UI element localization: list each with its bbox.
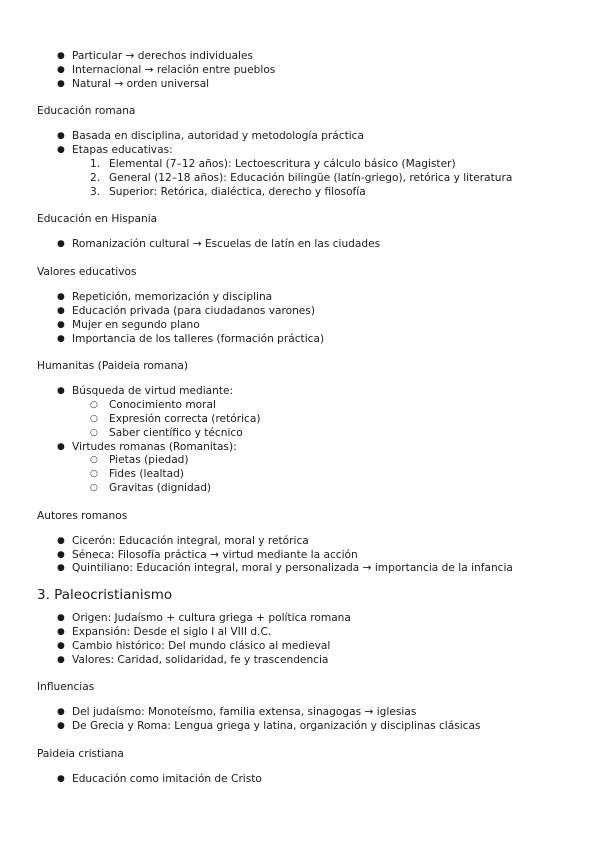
list-item: 1. Elemental (7–12 años): Lectoescritura y cálculo básico (Magister) <box>90 157 456 170</box>
bullet-icon: ● <box>57 613 65 624</box>
bullet-icon: ● <box>57 549 65 560</box>
bullet-icon: ● <box>57 441 65 452</box>
bullet-list <box>37 706 577 734</box>
circle-bullet-icon: ○ <box>90 427 98 438</box>
list-item: ● Cicerón: Educación integral, moral y retórica <box>57 534 309 547</box>
bullet-icon: ● <box>57 386 65 397</box>
list-item: ● Particular → derechos individuales <box>57 50 254 62</box>
bullet-icon: ● <box>57 305 65 316</box>
list-item: ● Importancia de los talleres (formación práctica) <box>57 332 325 345</box>
list-item: ● Cambio histórico: Del mundo clásico al medieval <box>57 639 331 652</box>
list-item: ● Mujer en segundo plano <box>57 318 200 331</box>
list-number: 3. <box>90 185 101 198</box>
list-item: ● Expansión: Desde el siglo I al VIII d.C. <box>57 625 272 638</box>
section-title: 3. Paleocristianismo <box>37 587 173 604</box>
section-heading: Autores romanos <box>37 509 128 522</box>
circle-bullet-icon: ○ <box>90 482 98 493</box>
list-item: ● Virtudes romanas (Romanitas): ○ Pietas (piedad) ○ Fides (lealtad) ○ Gravitas (dignidad) <box>37 441 577 496</box>
list-number: 1. <box>90 157 101 170</box>
bullet-icon: ● <box>57 131 65 142</box>
list-number: 2. <box>90 171 101 184</box>
list-item: ○ Fides (lealtad) <box>90 468 184 481</box>
circle-bullet-icon: ○ <box>90 400 98 411</box>
sub-bullet-list <box>37 399 577 440</box>
bullet-icon: ● <box>57 239 65 250</box>
list-item: ● Educación privada (para ciudadanos varones) <box>57 304 315 317</box>
bullet-icon: ● <box>57 654 65 665</box>
list-item: ● Basada en disciplina, autoridad y metodología práctica <box>57 130 364 143</box>
list-item: ● Educación como imitación de Cristo <box>57 772 262 785</box>
section-heading: Humanitas (Paideia romana) <box>37 360 188 373</box>
bullet-icon: ● <box>57 333 65 344</box>
list-item: ○ Conocimiento moral <box>90 399 216 412</box>
bullet-icon: ● <box>57 78 65 89</box>
list-item: ○ Pietas (piedad) <box>90 454 189 467</box>
circle-bullet-icon: ○ <box>90 455 98 466</box>
bullet-icon: ● <box>57 707 65 718</box>
section-heading: Educación en Hispania <box>37 213 158 226</box>
bullet-icon: ● <box>57 535 65 546</box>
list-item: 3. Superior: Retórica, dialéctica, derecho y filosofía <box>90 185 366 198</box>
list-item: ● De Grecia y Roma: Lengua griega y latina, organización y disciplinas clásicas <box>57 720 481 733</box>
bullet-list <box>37 50 577 91</box>
bullet-icon: ● <box>57 626 65 637</box>
list-item: ● Quintiliano: Educación integral, moral y personalizada → importancia de la infancia <box>57 562 513 575</box>
bullet-list <box>37 385 577 495</box>
section-heading: Educación romana <box>37 105 136 118</box>
list-item: ● Búsqueda de virtud mediante: ○ Conocimiento moral ○ Expresión correcta (retórica) ○ Saber científico y técnico <box>37 385 577 440</box>
document-content <box>37 50 577 787</box>
list-item: ○ Gravitas (dignidad) <box>90 481 212 494</box>
section-heading: Valores educativos <box>37 266 137 279</box>
bullet-list <box>37 612 577 667</box>
bullet-icon: ● <box>57 145 65 156</box>
bullet-icon: ● <box>57 51 65 61</box>
numbered-list <box>37 158 577 199</box>
list-item: ● Repetición, memorización y disciplina <box>57 291 273 304</box>
bullet-icon: ● <box>57 292 65 303</box>
list-item: ● Séneca: Filosofía práctica → virtud mediante la acción <box>57 548 358 561</box>
bullet-icon: ● <box>57 773 65 784</box>
list-item: ● Etapas educativas: 1. Elemental (7–12 años): Lectoescritura y cálculo básico (Magister) 2. General (12–18 años): Educación bilingüe (latín-griego), retórica y literatura 3. Superior: Retórica, dialéctica, derecho y filosofía <box>37 144 577 199</box>
bullet-icon: ● <box>57 721 65 732</box>
list-item: ○ Expresión correcta (retórica) <box>90 412 261 425</box>
section-heading: Paideia cristiana <box>37 747 124 760</box>
circle-bullet-icon: ○ <box>90 469 98 480</box>
list-item: ● Del judaísmo: Monoteísmo, familia extensa, sinagogas → iglesias <box>57 706 417 719</box>
bullet-list <box>37 535 577 576</box>
list-item: 2. General (12–18 años): Educación bilingüe (latín-griego), retórica y literatura <box>90 171 513 184</box>
bullet-icon: ● <box>57 64 65 75</box>
circle-bullet-icon: ○ <box>90 413 98 424</box>
bullet-list <box>37 238 577 252</box>
list-item: ○ Saber científico y técnico <box>90 426 243 439</box>
bullet-list <box>37 773 577 787</box>
list-item: ● Origen: Judaísmo + cultura griega + política romana <box>57 612 351 625</box>
section-heading: Influencias <box>37 681 95 694</box>
bullet-icon: ● <box>57 640 65 651</box>
bullet-icon: ● <box>57 563 65 574</box>
sub-bullet-list <box>37 454 577 495</box>
bullet-icon: ● <box>57 319 65 330</box>
bullet-list <box>37 291 577 346</box>
list-item: ● Natural → orden universal <box>57 77 210 90</box>
list-item: ● Internacional → relación entre pueblos <box>57 63 276 76</box>
list-item: ● Valores: Caridad, solidaridad, fe y trascendencia <box>57 653 329 666</box>
list-item: ● Romanización cultural → Escuelas de latín en las ciudades <box>57 238 381 251</box>
bullet-list <box>37 130 577 199</box>
